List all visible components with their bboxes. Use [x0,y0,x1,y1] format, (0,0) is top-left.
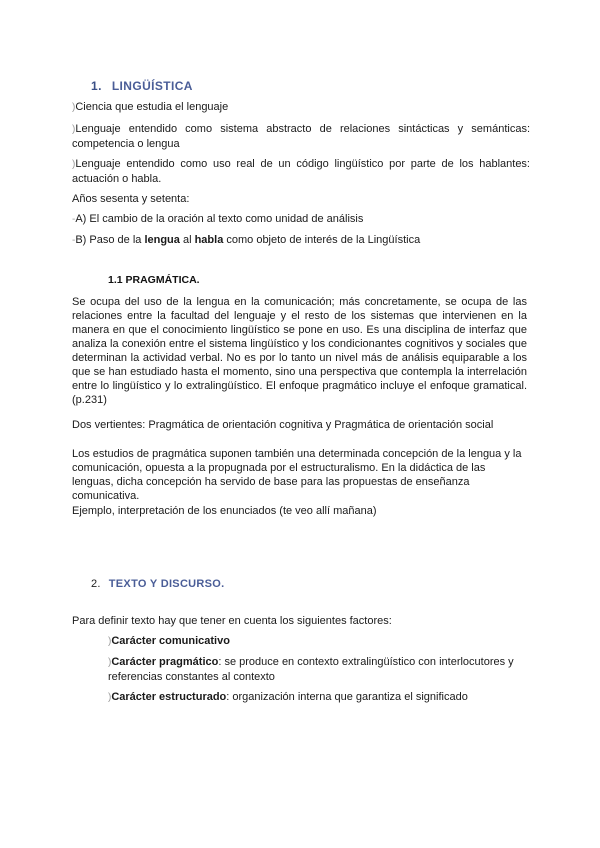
item-b-after: como objeto de interés de la Lingüística [223,234,421,246]
factor-label: Carácter estructurado [111,691,227,703]
factor-mark: ) [108,636,112,647]
section-2-title: TEXTO Y DISCURSO [108,578,222,590]
factor-mark: ) [108,657,112,668]
section-2-number: 2. [91,578,101,590]
item-b-mark: - [72,235,76,246]
bullet-text: Lenguaje entendido como uso real de un código lingüístico por parte de los hablantes: actuación o habla. [72,158,530,185]
bullet-text: Lenguaje entendido como sistema abstracto de relaciones sintácticas y semánticas: competencia o lengua [72,123,530,150]
vertientes-text: Dos vertientes: Pragmática de orientación cognitiva y Pragmática de orientación social [72,419,494,431]
item-b-before: B) Paso de la [75,234,145,246]
section-2-intro: Para definir texto hay que tener en cuenta los siguientes factores: [72,615,392,627]
item-a-mark: - [72,214,76,225]
item-b-bold-lengua: lengua [144,234,180,246]
item-a-text: A) El cambio de la oración al texto como unidad de análisis [75,213,364,225]
item-b-bold-habla: habla [194,234,224,246]
factor-label: Carácter comunicativo [111,635,230,647]
section-2-title-dot: . [221,578,225,590]
bullet-mark: ) [72,124,76,135]
section-1-heading [91,79,193,93]
list-item-b [72,233,420,248]
ejemplo-text: Ejemplo, interpretación de los enunciados (te veo allí mañana) [72,505,377,517]
factor-label: Carácter pragmático [111,656,219,668]
section-2-heading [91,578,225,590]
factor-item [108,655,528,684]
estudios-paragraph: Los estudios de pragmática suponen también una determinada concepción de la lengua y la comunicación, opuesta a la propugnada por el estructuralismo. En la didáctica de las lenguas, dicha concepción ha servido de base para las propuestas de enseñanza comunicativa. [72,448,522,502]
bullet-item [72,157,530,186]
bullet-item [72,122,530,151]
section-1-number: 1. [91,79,102,93]
list-item-a [72,212,363,227]
bullet-mark: ) [72,102,76,113]
years-label: Años sesenta y setenta: [72,193,190,205]
bullet-text: Ciencia que estudia el lenguaje [75,101,229,113]
item-b-mid: al [179,234,195,246]
factor-item [108,634,230,649]
factor-item [108,690,468,705]
factor-mark: ) [108,692,112,703]
pragmatica-paragraph: Se ocupa del uso de la lengua en la comunicación; más concretamente, se ocupa de las relaciones entre la facultad del lenguaje y el resto de los sistemas que intervienen en la manera en que el conocimiento lingüístico se pone en uso. Es una disciplina de interfaz que analiza la conexión entre el sistema lingüístico y los condicionantes cognitivos y sociales que determinan la actividad verbal. No es por lo tanto un nivel más de análisis equiparable a los que se han estudiado hasta el momento, sino una perspectiva que contempla la interrelación entre lo lingüístico y lo extralingüístico. El enfoque pragmático incluye el enfoque gramatical. (p.231) [72,296,527,406]
factor-text: : organización interna que garantiza el significado [226,691,468,703]
section-1-title: LINGÜÍSTICA [111,79,193,93]
subsection-title: 1.1 PRAGMÁTICA. [108,274,200,286]
bullet-mark: ) [72,159,76,170]
factor-text: : se produce en contexto extralingüístico con interlocutores y referencias constantes al contexto [108,656,514,683]
bullet-item [72,100,532,115]
